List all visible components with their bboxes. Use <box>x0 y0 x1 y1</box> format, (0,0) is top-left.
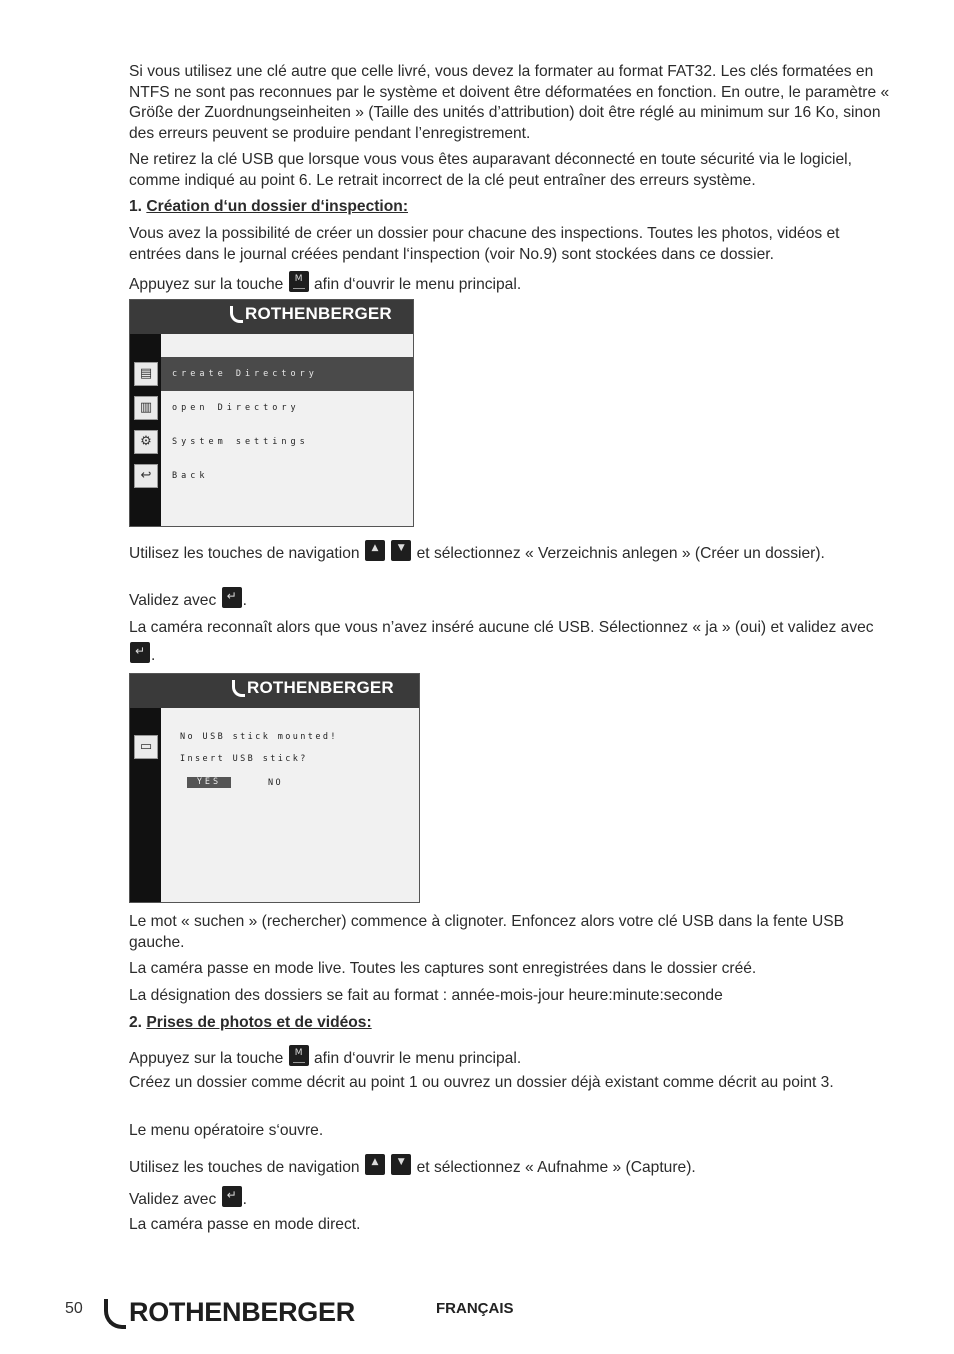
enter-key-icon: ↵ <box>222 1186 242 1207</box>
text: . <box>242 592 247 609</box>
rothenberger-logo: ROTHENBERGER <box>232 678 394 698</box>
paragraph-create-or-open: Créez un dossier comme décrit au point 1 ou ouvrez un dossier déjà existant comme décrit au point 3. <box>129 1074 834 1091</box>
nav-down-key-icon: ▼ <box>391 1154 411 1175</box>
section-title: Prises de photos et de vidéos: <box>146 1014 372 1031</box>
menu-item-open-directory[interactable] <box>161 391 413 425</box>
enter-key-icon: ↵ <box>130 642 150 663</box>
menu-item-back[interactable] <box>161 459 413 493</box>
section-title: Création d‘un dossier d‘inspection: <box>146 198 409 215</box>
text: Appuyez sur la touche <box>129 1050 284 1067</box>
back-icon[interactable]: ↩ <box>134 464 158 488</box>
menu-key-icon: M <box>289 1045 309 1066</box>
text: Validez avec <box>129 592 217 609</box>
paragraph-live-mode: La caméra passe en mode live. Toutes les captures sont enregistrées dans le dossier créé. <box>129 960 757 977</box>
usb-icon: ▭ <box>134 735 158 759</box>
menu-item-create-directory[interactable] <box>161 357 413 391</box>
dialog-message: No USB stick mounted! <box>180 732 338 742</box>
menu-item-label: open Directory <box>172 403 300 413</box>
menu-item-label: Back <box>172 471 209 481</box>
enter-key-icon: ↵ <box>222 587 242 608</box>
text: afin d‘ouvrir le menu principal. <box>314 276 522 293</box>
paragraph-navigation-2 <box>129 1154 893 1179</box>
text: Appuyez sur la touche <box>129 276 284 293</box>
paragraph-folder-intro: Vous avez la possibilité de créer un dossier pour chacune des inspections. Toutes les photos, vidéos et entrées dans le journal créées pendant l‘inspection (voir No.9) sont stockées dans ce dossier. <box>129 225 840 263</box>
paragraph-direct-mode: La caméra passe en mode direct. <box>129 1216 361 1233</box>
footer-rothenberger-logo: ROTHENBERGER <box>104 1297 355 1329</box>
paragraph-search-blink: Le mot « suchen » (rechercher) commence à clignoter. Enfoncez alors votre clé USB dans la fente USB gauche. <box>129 913 845 951</box>
section-number: 1. <box>129 198 143 215</box>
paragraph-usb-detect <box>129 614 893 670</box>
text: Utilisez les touches de navigation <box>129 545 360 562</box>
screen-header <box>130 300 413 334</box>
nav-down-key-icon: ▼ <box>391 540 411 561</box>
text: La caméra reconnaît alors que vous n’avez inséré aucune clé USB. Sélectionnez « ja » (oui) et validez avec <box>129 619 874 636</box>
paragraph-folder-naming: La désignation des dossiers se fait au format : année-mois-jour heure:minute:seconde <box>129 987 723 1004</box>
screen-header <box>130 674 419 708</box>
yes-button[interactable]: YES <box>187 777 231 788</box>
language-label: FRANÇAIS <box>436 1300 514 1317</box>
text: . <box>242 1191 247 1208</box>
text: afin d‘ouvrir le menu principal. <box>314 1050 522 1067</box>
paragraph-usb-removal: Ne retirez la clé USB que lorsque vous vous êtes auparavant déconnecté en toute sécurité via le logiciel, comme indiqué au point 6. Le retrait incorrect de la clé peut entraîner des erreurs système. <box>129 151 852 189</box>
text: et sélectionnez « Aufnahme » (Capture). <box>416 1159 696 1176</box>
nav-up-key-icon: ▲ <box>365 1154 385 1175</box>
paragraph-usb-format: Si vous utilisez une clé autre que celle livré, vous devez la formater au format FAT32. Les clés formatées en NTFS ne sont pas reconnues par le système et doivent être déformatées en fonction. En outre, le paramètre « Größe der Zuordnungseinheiten » (Taille des unités d’attribution) doit être réglé au minimum sur 16 Ko, sinon des erreurs peuvent se produire pendant l’enregistrement. <box>129 63 890 142</box>
section-heading-1 <box>129 197 893 218</box>
paragraph-menu-opens: Le menu opératoire s‘ouvre. <box>129 1122 324 1139</box>
open-directory-icon[interactable]: ▥ <box>134 396 158 420</box>
section-heading-2 <box>129 1013 893 1034</box>
create-directory-icon[interactable]: ▤ <box>134 362 158 386</box>
paragraph-navigation-1 <box>129 540 893 565</box>
rothenberger-logo: ROTHENBERGER <box>230 304 392 324</box>
menu-item-label: create Directory <box>172 369 318 379</box>
paragraph-press-menu-2 <box>129 1045 893 1070</box>
dialog-question: Insert USB stick? <box>180 754 308 764</box>
text: Utilisez les touches de navigation <box>129 1159 360 1176</box>
text: . <box>151 647 156 664</box>
text: Validez avec <box>129 1191 217 1208</box>
paragraph-validate-2 <box>129 1186 893 1211</box>
no-button[interactable]: NO <box>268 778 284 788</box>
settings-icon[interactable]: ⚙ <box>134 430 158 454</box>
device-screen-main-menu <box>129 299 414 527</box>
nav-up-key-icon: ▲ <box>365 540 385 561</box>
paragraph-press-menu <box>129 271 893 296</box>
paragraph-validate-1 <box>129 587 893 612</box>
text: et sélectionnez « Verzeichnis anlegen » (Créer un dossier). <box>416 545 825 562</box>
menu-key-icon: M <box>289 271 309 292</box>
menu-item-system-settings[interactable] <box>161 425 413 459</box>
menu-item-label: System settings <box>172 437 309 447</box>
device-screen-usb-dialog <box>129 673 420 903</box>
page-number: 50 <box>65 1300 83 1317</box>
section-number: 2. <box>129 1014 143 1031</box>
